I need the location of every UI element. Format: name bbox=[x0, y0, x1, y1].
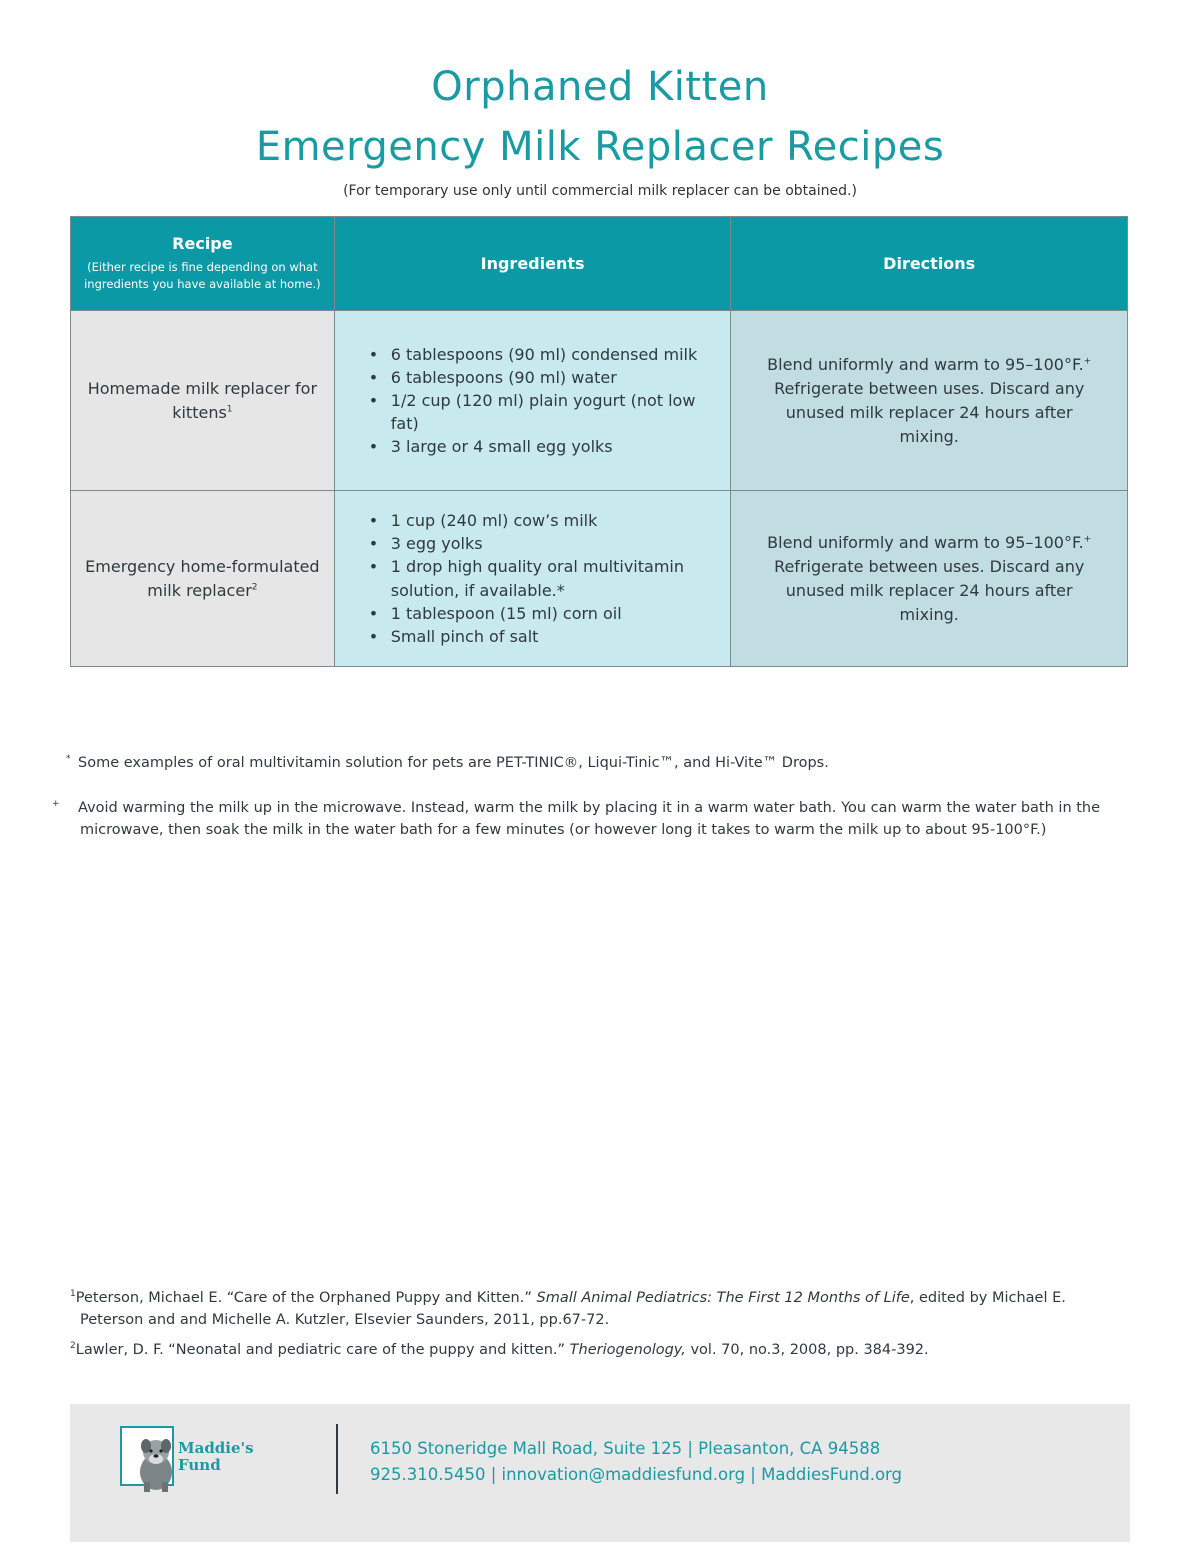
recipe-name-cell bbox=[71, 491, 335, 667]
table-row bbox=[71, 491, 1128, 667]
footnote-mark: + bbox=[52, 799, 60, 810]
dog-icon bbox=[134, 1432, 182, 1494]
recipe-name: Emergency home-formulated milk replacer bbox=[85, 556, 320, 600]
logo-line1: Maddie's bbox=[178, 1439, 254, 1457]
ingredients-list bbox=[369, 343, 711, 459]
list-item: • 6 tablespoons (90 ml) water bbox=[369, 366, 711, 389]
list-item: • 1/2 cup (120 ml) plain yogurt (not low fat) bbox=[369, 389, 711, 435]
footnote-warming bbox=[52, 797, 1136, 842]
footer-divider bbox=[336, 1424, 338, 1494]
table-row bbox=[71, 311, 1128, 491]
recipe-name-cell bbox=[71, 311, 335, 491]
list-item: • 3 egg yolks bbox=[369, 532, 711, 555]
footnote-mark: * bbox=[66, 754, 71, 765]
directions-text-b: Refrigerate between uses. Discard any unused milk replacer 24 hours after mixing. bbox=[774, 556, 1085, 624]
list-item: • 1 cup (240 ml) cow’s milk bbox=[369, 509, 711, 532]
ingredients-cell bbox=[334, 491, 731, 667]
ingredients-cell bbox=[334, 311, 731, 491]
header-ingredients: Ingredients bbox=[334, 217, 731, 311]
directions-cell bbox=[731, 311, 1128, 491]
logo-text bbox=[178, 1440, 254, 1475]
list-item: • Small pinch of salt bbox=[369, 625, 711, 648]
footer-contact bbox=[370, 1436, 902, 1487]
reference-title: Theriogenology, bbox=[569, 1342, 686, 1358]
footer-phone-email-site[interactable]: 925.310.5450 | innovation@maddiesfund.org | MaddiesFund.org bbox=[370, 1464, 903, 1484]
directions-text-a: Blend uniformly and warm to 95–100°F. bbox=[767, 532, 1084, 552]
maddies-fund-logo[interactable] bbox=[100, 1426, 280, 1492]
header-recipe bbox=[71, 217, 335, 311]
reference-mark: 2 bbox=[70, 1341, 76, 1352]
footnote-text: Avoid warming the milk up in the microwave. Instead, warm the milk by placing it in a warm water bath. You can warm the water bath in the microwave, then soak the milk in the water bath for a few minutes (or however long it takes to warm the milk up to about 95-100°F.) bbox=[78, 800, 1101, 839]
reference-title: Small Animal Pediatrics: The First 12 Months of Life bbox=[536, 1290, 910, 1306]
list-item: • 1 drop high quality oral multivitamin solution, if available.* bbox=[369, 555, 711, 601]
list-item: • 6 tablespoons (90 ml) condensed milk bbox=[369, 343, 711, 366]
logo-line2: Fund bbox=[178, 1456, 221, 1475]
reference-mark: 2 bbox=[251, 582, 258, 593]
header-directions: Directions bbox=[731, 217, 1128, 311]
page-title-line1: Orphaned Kitten bbox=[431, 64, 769, 110]
reference-mark: 1 bbox=[226, 404, 233, 415]
note-mark: + bbox=[1083, 534, 1092, 545]
note-mark: + bbox=[1083, 356, 1092, 367]
reference-text: , edited by Michael E. Peterson and and Michelle A. Kutzler, Elsevier Saunders, 2011, pp.67-72. bbox=[80, 1290, 1066, 1329]
recipes-table bbox=[70, 216, 1128, 667]
table-header-row bbox=[71, 217, 1128, 311]
list-item: • 1 tablespoon (15 ml) corn oil bbox=[369, 602, 711, 625]
footer-address: 6150 Stoneridge Mall Road, Suite 125 | Pleasanton, CA 94588 bbox=[370, 1439, 881, 1458]
reference-1 bbox=[70, 1287, 1130, 1332]
reference-text: vol. 70, no.3, 2008, pp. 384-392. bbox=[685, 1342, 929, 1358]
list-item: • 3 large or 4 small egg yolks bbox=[369, 435, 711, 458]
directions-text-b: Refrigerate between uses. Discard any unused milk replacer 24 hours after mixing. bbox=[774, 378, 1085, 446]
reference-2 bbox=[70, 1339, 1130, 1361]
page-title-line2: Emergency Milk Replacer Recipes bbox=[255, 124, 945, 170]
footnote-multivitamin bbox=[66, 752, 1136, 774]
header-recipe-label: Recipe bbox=[172, 233, 233, 253]
directions-text-a: Blend uniformly and warm to 95–100°F. bbox=[767, 354, 1084, 374]
ingredients-list bbox=[369, 509, 711, 648]
header-recipe-note: (Either recipe is fine depending on what ingredients you have available at home.) bbox=[84, 259, 321, 291]
footnote-text: Some examples of oral multivitamin solution for pets are PET-TINIC®, Liqui-Tinic™, and Hi-Vite™ Drops. bbox=[78, 755, 829, 771]
footer-bar bbox=[70, 1404, 1130, 1542]
reference-text: Lawler, D. F. “Neonatal and pediatric care of the puppy and kitten.” bbox=[75, 1342, 570, 1358]
directions-cell bbox=[731, 491, 1128, 667]
reference-mark: 1 bbox=[70, 1289, 76, 1300]
page-subtitle: (For temporary use only until commercial milk replacer can be obtained.) bbox=[343, 183, 857, 199]
recipe-name: Homemade milk replacer for kittens bbox=[87, 378, 318, 422]
reference-text: Peterson, Michael E. “Care of the Orphaned Puppy and Kitten.” bbox=[75, 1290, 537, 1306]
